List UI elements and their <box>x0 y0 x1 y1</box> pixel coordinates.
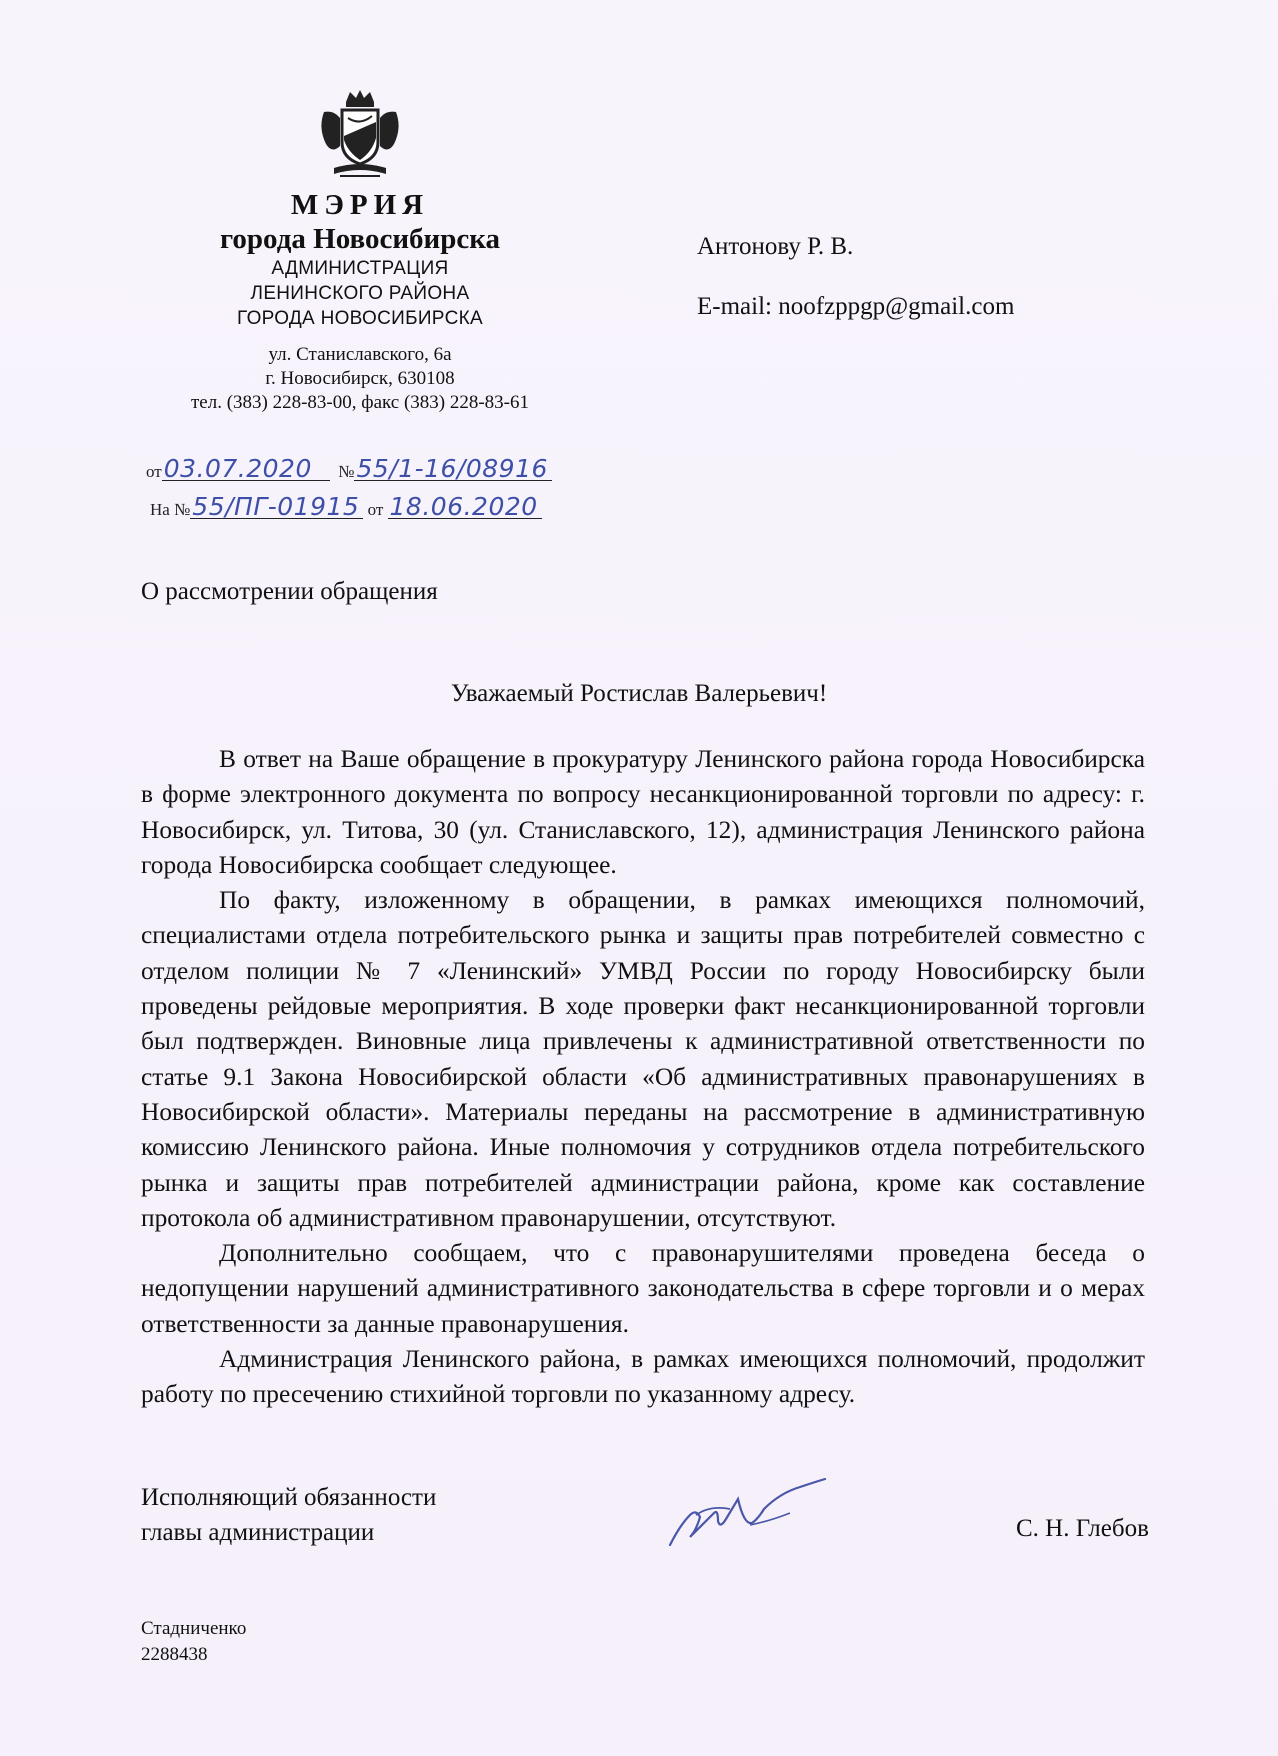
date-label: от <box>146 462 162 481</box>
admin-line: ГОРОДА НОВОСИБИРСКА <box>237 308 483 329</box>
handwritten-signature-icon <box>660 1465 830 1555</box>
incoming-date-label: от <box>367 500 384 519</box>
incoming-date: 18.06.2020 <box>388 496 542 519</box>
letterhead <box>120 88 600 415</box>
letter-subject: О рассмотрении обращения <box>141 578 438 605</box>
outgoing-reference <box>146 454 552 483</box>
position-line: Исполняющий обязанности <box>141 1484 437 1511</box>
incoming-number-label: На № <box>150 500 191 519</box>
outgoing-number: 55/1-16/08916 <box>354 458 551 481</box>
organization-city: города Новосибирска <box>219 223 501 255</box>
number-label: № <box>338 462 355 481</box>
executor-info <box>141 1616 246 1668</box>
coat-of-arms-icon <box>312 88 408 184</box>
position-line: главы администрации <box>141 1519 375 1546</box>
executor-phone: 2288438 <box>141 1644 208 1665</box>
addressee-email: E-mail: noofzppgp@gmail.com <box>697 293 1015 320</box>
letter-body <box>141 742 1145 1413</box>
body-paragraph: Дополнительно сообщаем, что с правонарушителями проведена беседа о недопущении нарушений административного законодательства в сфере торговли и о мерах ответственности за данные правонарушения. <box>141 1239 1145 1338</box>
admin-line: АДМИНИСТРАЦИЯ <box>271 258 449 279</box>
organization-address <box>120 343 600 415</box>
signatory-name: С. Н. Глебов <box>1016 1515 1149 1542</box>
body-paragraph: В ответ на Ваше обращение в прокуратуру Ленинского района города Новосибирска в форме электронного документа по вопросу несанкционированной торговли по адресу: г. Новосибирск, ул. Титова, 30 (ул. Станиславского, 12), администрация Ленинского района города Новосибирска сообщает следующее. <box>141 745 1145 879</box>
incoming-reference <box>150 492 542 521</box>
addressee-name: Антонову Р. В. <box>697 233 854 260</box>
signatory-position <box>141 1480 436 1550</box>
executor-name: Стадниченко <box>141 1618 247 1639</box>
address-line: г. Новосибирск, 630108 <box>265 368 455 389</box>
outgoing-date: 03.07.2020 <box>162 458 330 481</box>
greeting: Уважаемый Ростислав Валерьевич! <box>450 680 828 707</box>
body-paragraph: Администрация Ленинского района, в рамках имеющихся полномочий, продолжит работу по пресечению стихийной торговли по указанному адресу. <box>141 1345 1145 1409</box>
address-line: ул. Станиславского, 6а <box>268 344 452 365</box>
body-paragraph: По факту, изложенному в обращении, в рамках имеющихся полномочий, специалистами отдела потребительского рынка и защиты прав потребителей совместно с отделом полиции № 7 «Ленинский» УМВД России по городу Новосибирску были проведены рейдовые мероприятия. В ходе проверки факт несанкционированной торговли был подтвержден. Виновные лица привлечены к административной ответственности по статье 9.1 Закона Новосибирской области «Об административных правонарушениях в Новосибирской области». Материалы переданы на рассмотрение в административную комиссию Ленинского района. Иные полномочия у сотрудников отдела потребительского рынка и защиты прав потребителей администрации района, кроме как составление протокола об административном правонарушении, отсутствуют. <box>141 886 1145 1232</box>
organization-title: МЭРИЯ <box>290 189 430 221</box>
incoming-number: 55/ПГ-01915 <box>190 496 363 519</box>
admin-line: ЛЕНИНСКОГО РАЙОНА <box>250 283 470 304</box>
contact-phone-line: тел. (383) 228-83-00, факс (383) 228-83-61 <box>190 392 530 413</box>
addressee-block <box>697 232 1014 322</box>
